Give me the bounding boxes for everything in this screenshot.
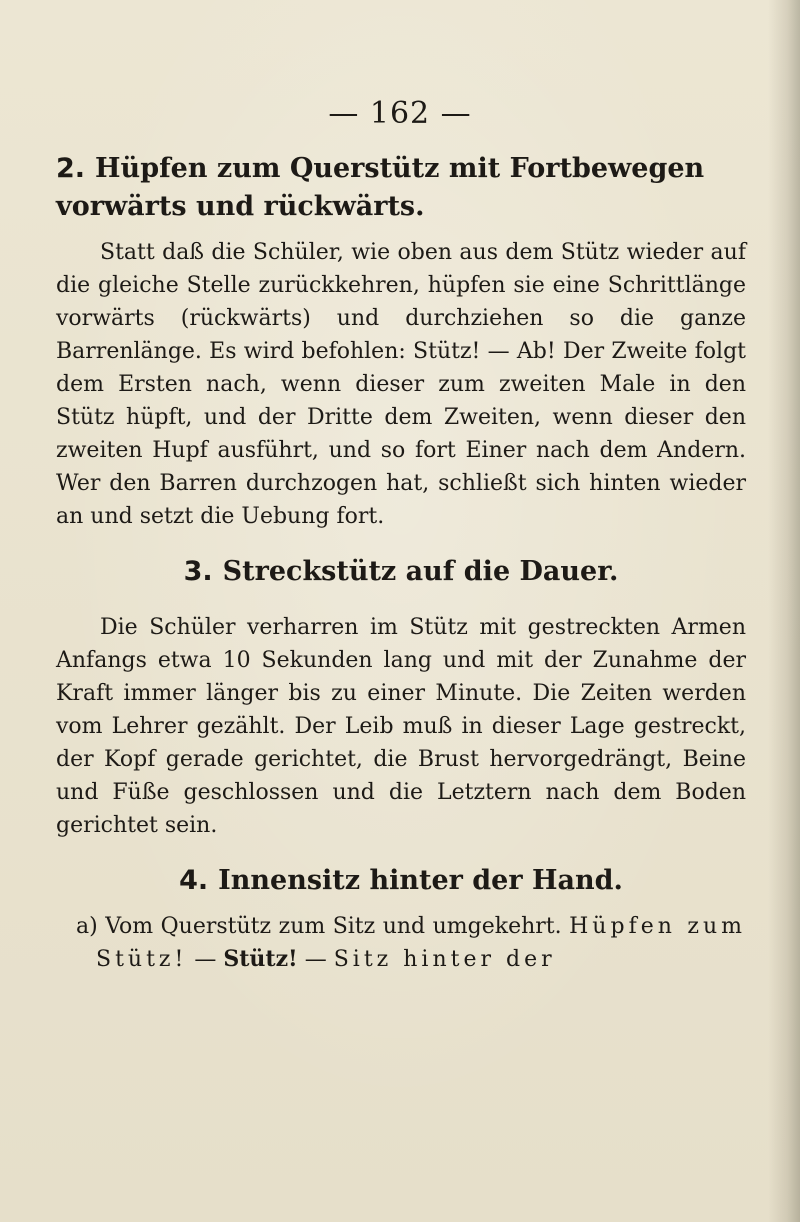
- item-label: a): [76, 914, 98, 939]
- section-heading-3: [56, 553, 746, 591]
- item-spaced-command: Hüpfen zum Stütz!: [96, 914, 746, 972]
- item-dash: —: [194, 947, 217, 972]
- section-title: Streckstütz auf die Dauer.: [222, 556, 619, 587]
- section-heading-2: [56, 150, 746, 226]
- item-text: Vom Querstütz zum Sitz und umgekehrt.: [105, 914, 562, 939]
- section-2-paragraph: Statt daß die Schüler, wie oben aus dem Stütz wieder auf die gleiche Stelle zurückkehren, hüpfen sie eine Schrittlänge vorwärts (rückwärts) und durchziehen so die ganze Barrenlänge. Es wird befohlen: Stütz! — Ab! Der Zweite folgt dem Ersten nach, wenn dieser zum zweiten Male in den Stütz hüpft, und der Dritte dem Zweiten, wenn dieser den zweiten Hupf ausführt, und so fort Einer nach dem Andern. Wer den Barren durchzogen hat, schließt sich hinten wieder an und setzt die Uebung fort.: [56, 240, 746, 529]
- item-command: Stütz!: [223, 946, 298, 972]
- section-heading-4: [56, 862, 746, 900]
- section-4-item-a: [56, 910, 746, 976]
- section-title: Hüpfen zum Querstütz mit Fortbewegen vorwärts und rückwärts.: [56, 153, 705, 222]
- section-title: Innensitz hinter der Hand.: [218, 865, 623, 896]
- page-content: [56, 150, 746, 976]
- section-number: 2.: [56, 153, 86, 184]
- section-number: 4.: [179, 865, 209, 896]
- item-tail: Sitz hinter der: [333, 947, 556, 972]
- section-number: 3.: [183, 556, 213, 587]
- page-edge-shadow: [768, 0, 800, 1222]
- section-3-paragraph: Die Schüler verharren im Stütz mit gestreckten Armen Anfangs etwa 10 Sekunden lang und mit der Zunahme der Kraft immer länger bis zu einer Minute. Die Zeiten werden vom Lehrer gezählt. Der Leib muß in dieser Lage gestreckt, der Kopf gerade gerichtet, die Brust hervorgedrängt, Beine und Füße geschlossen und die Letztern nach dem Boden gerichtet sein.: [56, 615, 746, 838]
- item-dash: —: [304, 947, 327, 972]
- page-number: — 162 —: [328, 96, 472, 131]
